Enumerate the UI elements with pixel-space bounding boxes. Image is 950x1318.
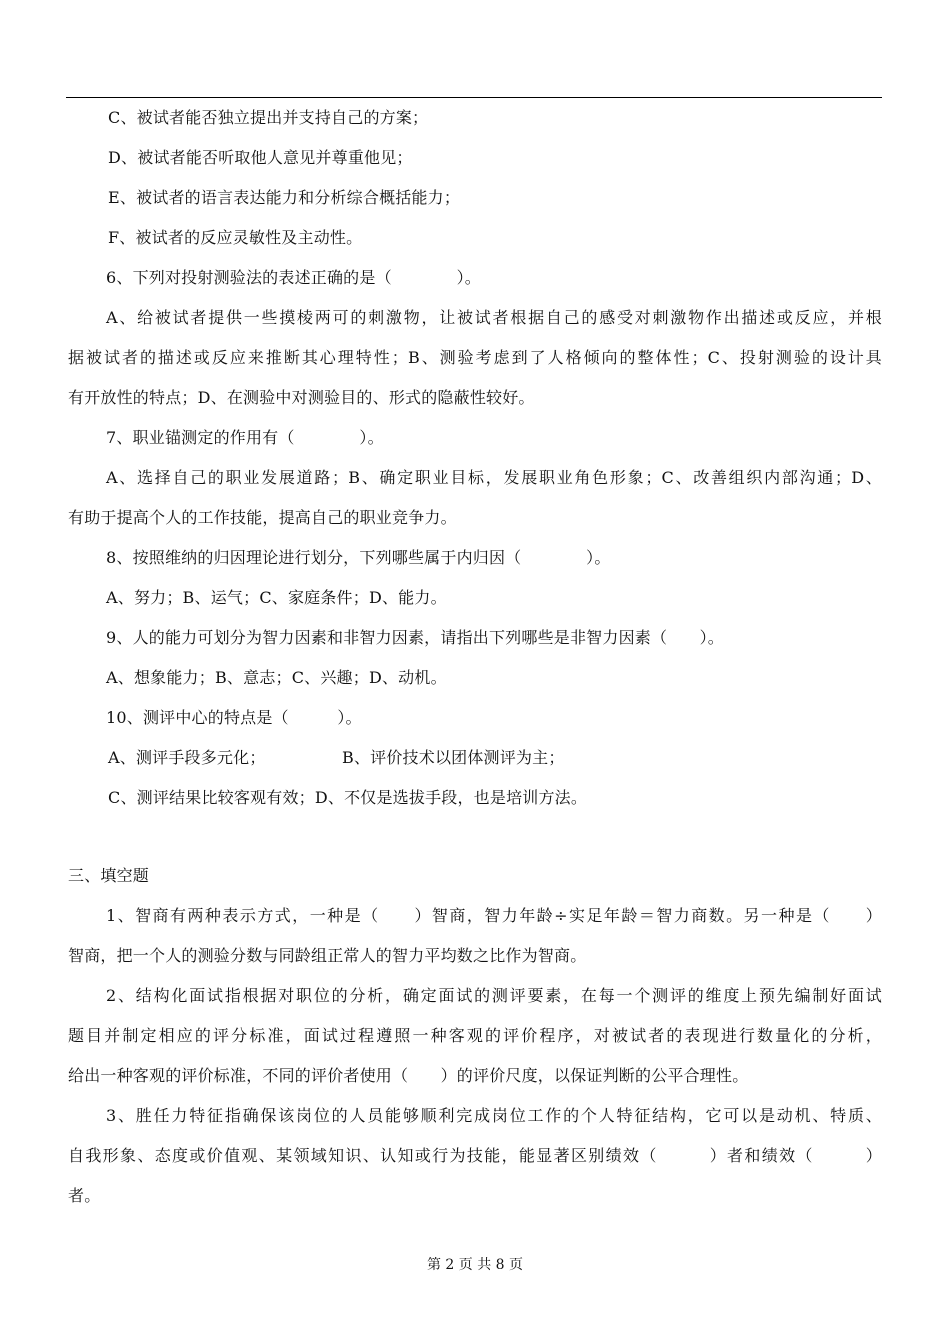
fill-question-2-line-2: 题目并制定相应的评分标准，面试过程遵照一种客观的评价程序，对被试者的表现进行数量化的分析， xyxy=(68,1026,882,1045)
question-7-options-line-1: A、选择自己的职业发展道路；B、确定职业目标，发展职业角色形象；C、改善组织内部沟通；D、 xyxy=(106,468,882,487)
question-10-option-b: B、评价技术以团体测评为主； xyxy=(342,748,565,767)
option-e-line: E、被试者的语言表达能力和分析综合概括能力； xyxy=(108,188,461,207)
question-7: 7、职业锚测定的作用有（ ）。 xyxy=(106,428,384,447)
header-rule xyxy=(66,97,882,98)
fill-question-1-line-1: 1、智商有两种表示方式，一种是（ ）智商，智力年龄÷实足年龄＝智力商数。另一种是（ ） xyxy=(106,906,882,925)
fill-question-3-line-3: 者。 xyxy=(68,1186,101,1205)
question-8-options: A、努力；B、运气；C、家庭条件；D、能力。 xyxy=(106,588,447,607)
question-6-options-line-2: 据被试者的描述或反应来推断其心理特性；B、测验考虑到了人格倾向的整体性；C、投射测验的设计具 xyxy=(68,348,882,367)
option-c-line: C、被试者能否独立提出并支持自己的方案； xyxy=(108,108,429,127)
fill-question-2-line-3: 给出一种客观的评价标准，不同的评价者使用（ ）的评价尺度，以保证判断的公平合理性。 xyxy=(68,1066,749,1085)
option-f-line: F、被试者的反应灵敏性及主动性。 xyxy=(108,228,363,247)
fill-question-1-line-2: 智商，把一个人的测验分数与同龄组正常人的智力平均数之比作为智商。 xyxy=(68,946,587,965)
question-6-options-line-3: 有开放性的特点；D、在测验中对测验目的、形式的隐蔽性较好。 xyxy=(68,388,535,407)
question-8: 8、按照维纳的归因理论进行划分，下列哪些属于内归因（ ）。 xyxy=(106,548,611,567)
question-10: 10、测评中心的特点是（ ）。 xyxy=(106,708,362,727)
question-6-options-line-1: A、给被试者提供一些摸棱两可的刺激物，让被试者根据自己的感受对刺激物作出描述或反应，并根 xyxy=(106,308,882,327)
page-number-footer: 第 2 页 共 8 页 xyxy=(426,1257,524,1273)
option-d-line: D、被试者能否听取他人意见并尊重他见； xyxy=(108,148,413,167)
section-heading: 三、填空题 xyxy=(68,866,150,885)
question-9: 9、人的能力可划分为智力因素和非智力因素，请指出下列哪些是非智力因素（ ）。 xyxy=(106,628,724,647)
question-9-options: A、想象能力；B、意志；C、兴趣；D、动机。 xyxy=(106,668,447,687)
question-7-options-line-2: 有助于提高个人的工作技能，提高自己的职业竞争力。 xyxy=(68,508,457,527)
question-6: 6、下列对投射测验法的表述正确的是（ ）。 xyxy=(106,268,481,287)
fill-question-2-line-1: 2、结构化面试指根据对职位的分析，确定面试的测评要素，在每一个测评的维度上预先编制好面试 xyxy=(106,986,882,1005)
fill-question-3-line-1: 3、胜任力特征指确保该岗位的人员能够顺利完成岗位工作的个人特征结构，它可以是动机、特质、 xyxy=(106,1106,882,1125)
fill-question-3-line-2: 自我形象、态度或价值观、某领域知识、认知或行为技能，能显著区别绩效（ ）者和绩效（ ） xyxy=(68,1146,882,1165)
question-10-options-cd: C、测评结果比较客观有效；D、不仅是选拔手段，也是培训方法。 xyxy=(108,788,588,807)
question-10-option-a: A、测评手段多元化； xyxy=(108,748,266,767)
